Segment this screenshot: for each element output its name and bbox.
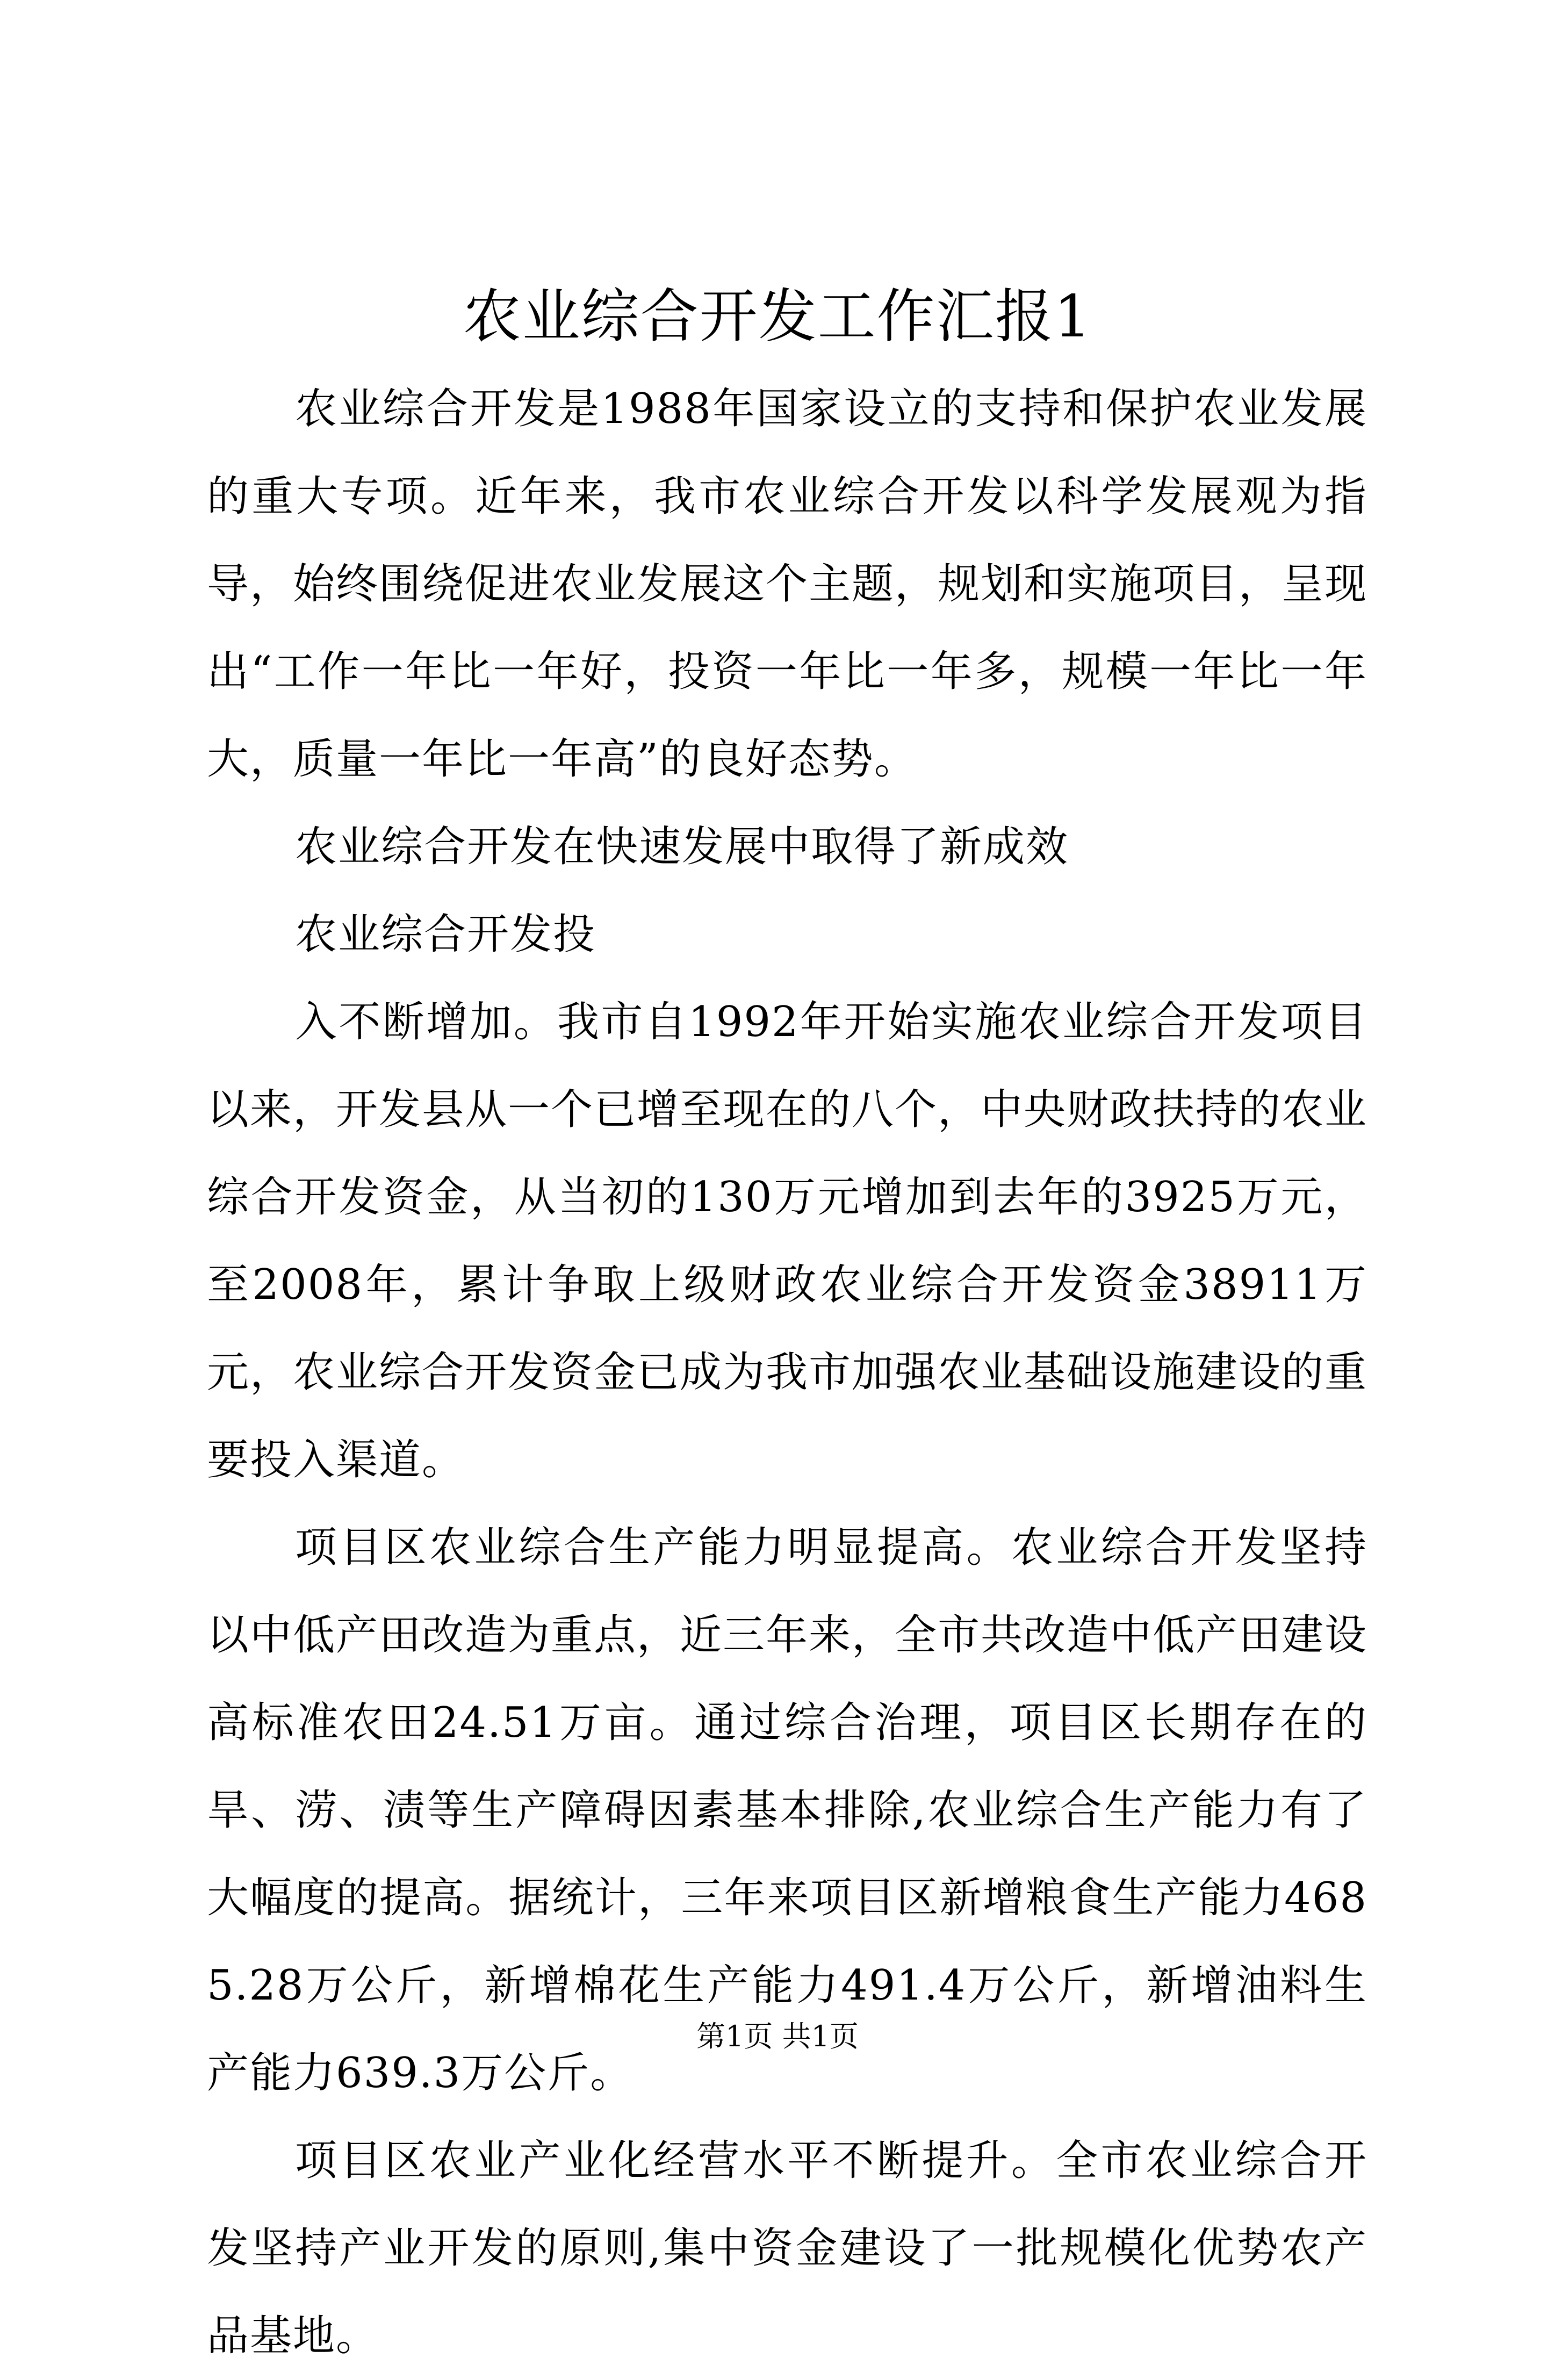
document-title: 农业综合开发工作汇报1 [463,283,1092,350]
paragraph-heading-results: 农业综合开发在快速发展中取得了新成效 [295,823,1069,871]
paragraph-industrialization: 项目区农业产业化经营水平不断提升。全市农业综合开发坚持产业开发的原则,集中资金建设了一批规模化优势农产品基地。 [207,2137,1367,2360]
document-body [207,365,1367,2380]
page-number-footer: 第1页 共1页 [696,2019,859,2053]
paragraph-capacity: 项目区农业综合生产能力明显提高。农业综合开发坚持以中低产田改造为重点，近三年来，全市共改造中低产田建设高标准农田24.51万亩。通过综合治理，项目区长期存在的旱、涝、渍等生产障碍因素基本排除,农业综合生产能力有了大幅度的提高。据统计，三年来项目区新增粮食生产能力4685.28万公斤，新增棉花生产能力491.4万公斤，新增油料生产能力639.3万公斤。 [207,1523,1368,2097]
paragraph-investment: 入不断增加。我市自1992年开始实施农业综合开发项目以来，开发县从一个已增至现在的八个，中央财政扶持的农业综合开发资金，从当初的130万元增加到去年的3925万元，至2008年，累计争取上级财政农业综合开发资金38911万元，农业综合开发资金已成为我市加强农业基础设施建设的重要投入渠道。 [207,998,1368,1484]
paragraph-intro: 农业综合开发是1988年国家设立的支持和保护农业发展的重大专项。近年来，我市农业综合开发以科学发展观为指导，始终围绕促进农业发展这个主题，规划和实施项目，呈现出“工作一年比一年好，投资一年比一年多，规模一年比一年大，质量一年比一年高”的良好态势。 [207,385,1368,783]
paragraph-investment-start: 农业综合开发投 [295,910,596,959]
